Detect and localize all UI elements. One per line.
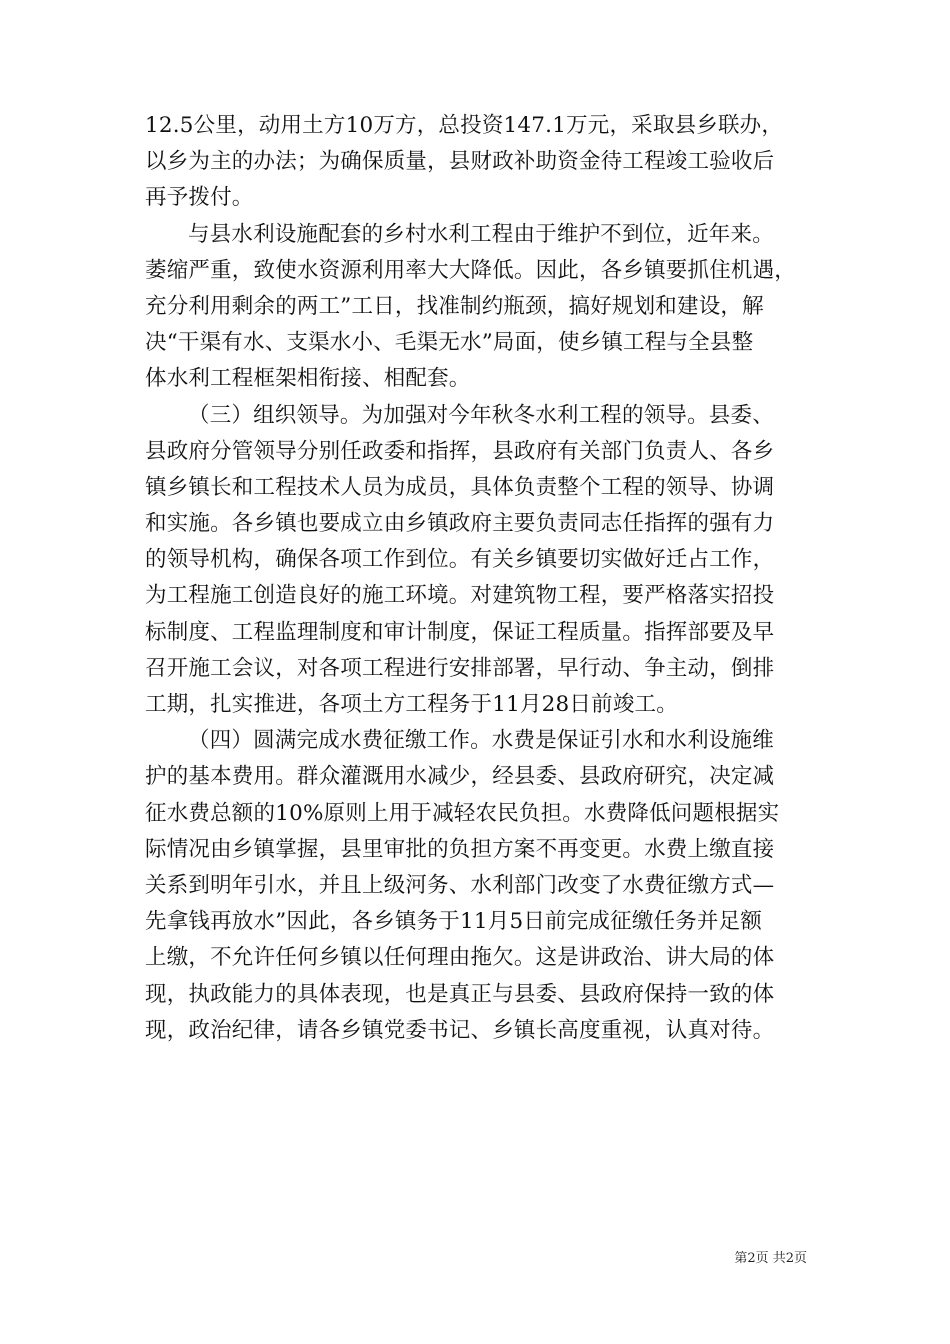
text-line: 和实施。各乡镇也要成立由乡镇政府主要负责同志任指挥的强有力 — [145, 511, 775, 537]
text-line: 以乡为主的办法；为确保质量，县财政补助资金待工程竣工验收后 — [145, 149, 775, 175]
text-line: 际情况由乡镇掌握，县里审批的负担方案不再变更。水费上缴直接 — [145, 836, 775, 862]
text-line: 充分利用剩余的两工”工日，找准制约瓶颈，搞好规划和建设，解 — [145, 293, 764, 319]
text-line: 体水利工程框架相衔接、相配套。 — [145, 366, 471, 392]
text-line: 与县水利设施配套的乡村水利工程由于维护不到位，近年来。 — [188, 221, 774, 247]
text-line: 先拿钱再放水”因此，各乡镇务于11月5日前完成征缴任务并足额 — [145, 909, 763, 935]
text-line: 萎缩严重，致使水资源利用率大大降低。因此，各乡镇要抓住机遇， — [145, 257, 797, 283]
document-body — [145, 108, 815, 1049]
text-line: 决“干渠有水、支渠水小、毛渠无水”局面，使乡镇工程与全县整 — [145, 330, 754, 356]
text-line: 的领导机构，确保各项工作到位。有关乡镇要切实做好迁占工作， — [145, 547, 775, 573]
text-line: 上缴，不允许任何乡镇以任何理由拖欠。这是讲政治、讲大局的体 — [145, 945, 775, 971]
text-line: 召开施工会议，对各项工程进行安排部署，早行动、争主动，倒排 — [145, 655, 775, 681]
text-line: 护的基本费用。群众灌溉用水减少，经县委、县政府研究，决定减 — [145, 764, 775, 790]
text-line: 县政府分管领导分别任政委和指挥，县政府有关部门负责人、各乡 — [145, 438, 775, 464]
text-line: 12.5公里，动用土方10万方，总投资147.1万元，采取县乡联办， — [145, 113, 784, 138]
page-footer: 第2页 共2页 — [734, 1251, 807, 1266]
text-line: （三）组织领导。为加强对今年秋冬水利工程的领导。县委、 — [188, 402, 774, 428]
text-line: 关系到明年引水，并且上级河务、水利部门改变了水费征缴方式— — [145, 872, 775, 898]
text-line: 工期，扎实推进，各项土方工程务于11月28日前竣工。 — [145, 692, 678, 717]
text-line: 征水费总额的10%原则上用于减轻农民负担。水费降低问题根据实 — [145, 800, 780, 826]
text-line: 镇乡镇长和工程技术人员为成员，具体负责整个工程的领导、协调 — [145, 474, 775, 500]
text-line: 标制度、工程监理制度和审计制度，保证工程质量。指挥部要及早 — [145, 619, 775, 645]
text-line: 再予拨付。 — [145, 185, 254, 211]
text-line: 为工程施工创造良好的施工环境。对建筑物工程，要严格落实招投 — [145, 583, 775, 609]
text-line: （四）圆满完成水费征缴工作。水费是保证引水和水利设施维 — [188, 728, 774, 754]
text-line: 现，执政能力的具体表现，也是真正与县委、县政府保持一致的体 — [145, 981, 775, 1007]
text-line: 现，政治纪律，请各乡镇党委书记、乡镇长高度重视，认真对待。 — [145, 1017, 775, 1043]
